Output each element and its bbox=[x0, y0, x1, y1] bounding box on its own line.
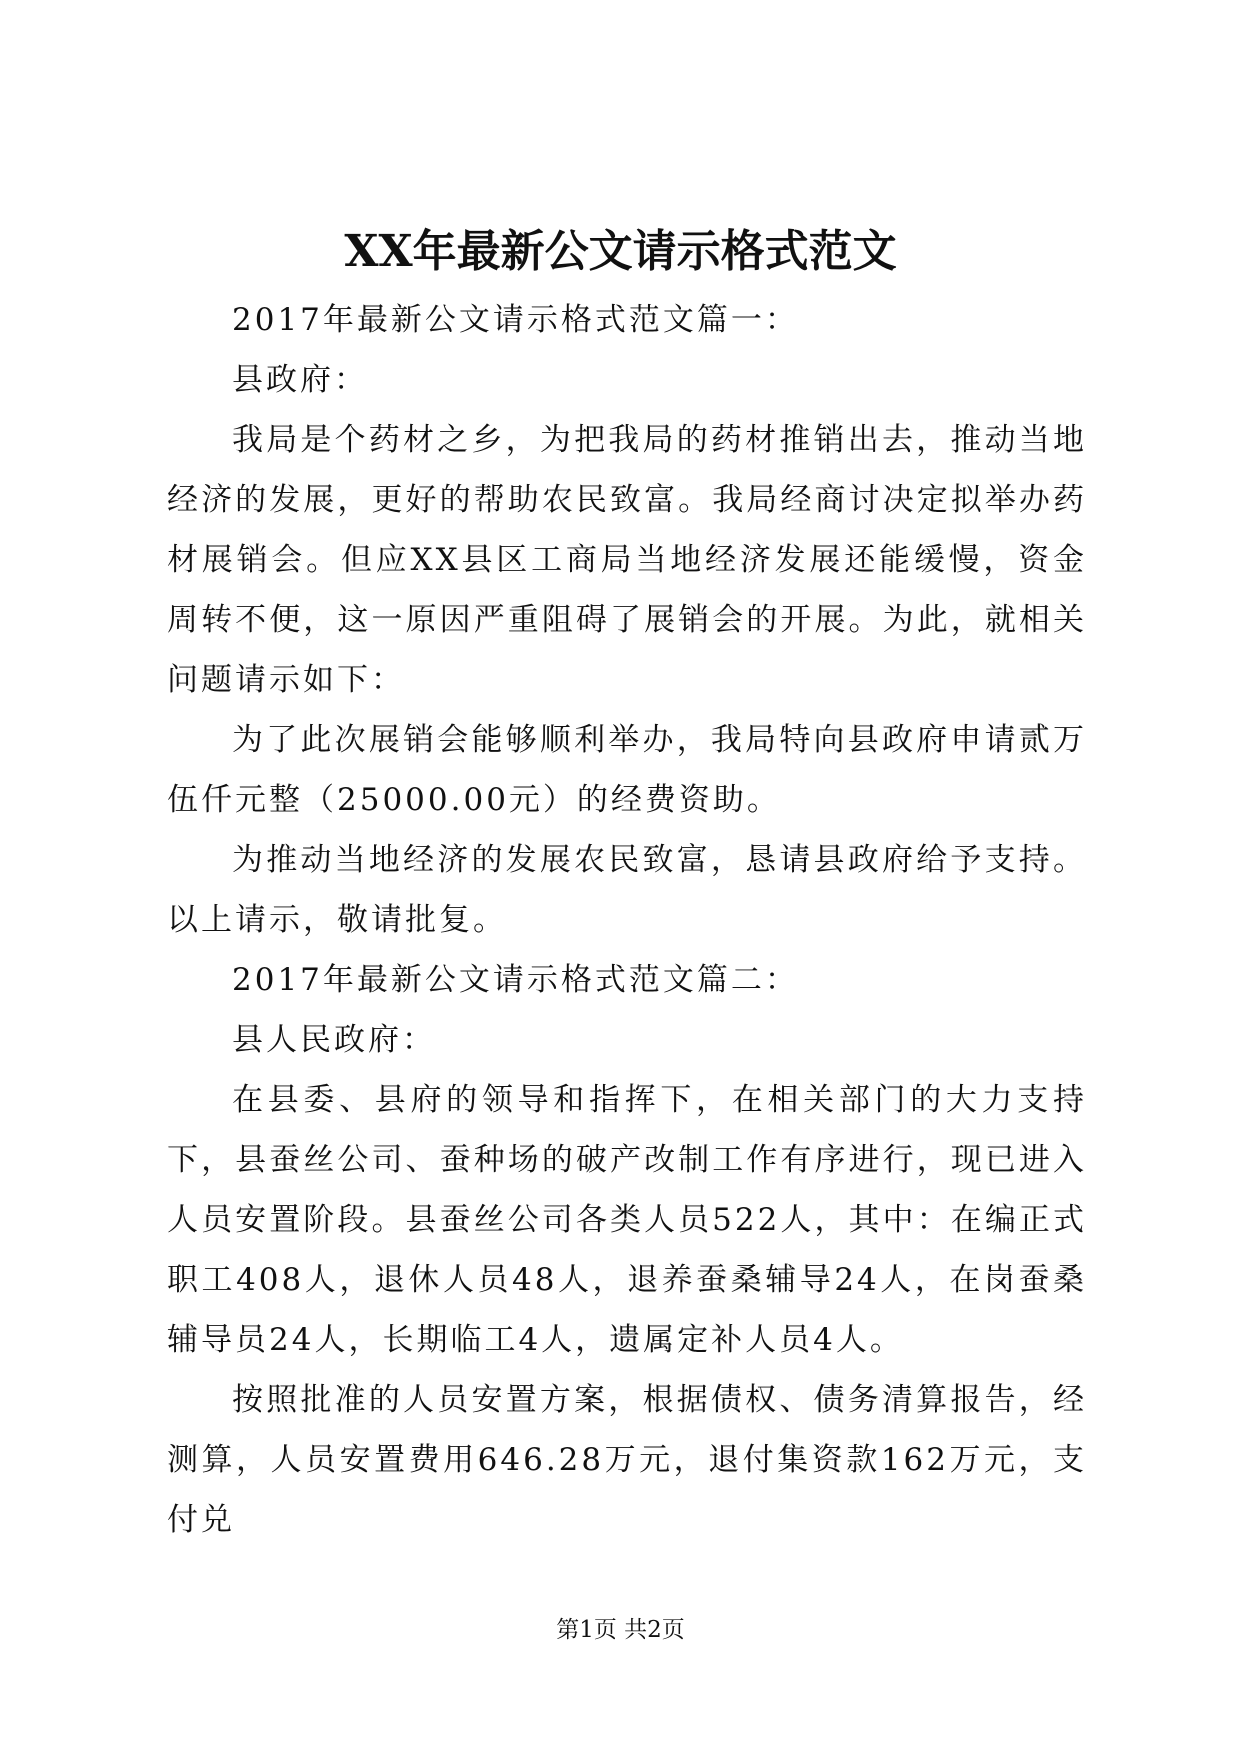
page-title: XX年最新公文请示格式范文 bbox=[344, 226, 897, 277]
section-heading-1: 2017年最新公文请示格式范文篇一： bbox=[232, 302, 799, 338]
addressee-1: 县政府： bbox=[232, 362, 368, 398]
paragraph: 为推动当地经济的发展农民致富，恳请县政府给予支持。以上请示，敬请批复。 bbox=[167, 842, 1087, 938]
paragraph: 为了此次展销会能够顺利举办，我局特向县政府申请贰万伍仟元整（25000.00元）的经费资助。 bbox=[167, 722, 1087, 818]
document-body bbox=[167, 290, 1087, 1550]
paragraph: 我局是个药材之乡，为把我局的药材推销出去，推动当地经济的发展，更好的帮助农民致富。我局经商讨决定拟举办药材展销会。但应XX县区工商局当地经济发展还能缓慢，资金周转不便，这一原因严重阻碍了展销会的开展。为此，就相关问题请示如下： bbox=[167, 422, 1087, 698]
page-footer: 第1页 共2页 bbox=[556, 1617, 685, 1643]
section-heading-2: 2017年最新公文请示格式范文篇二： bbox=[232, 962, 799, 998]
paragraph: 按照批准的人员安置方案，根据债权、债务清算报告，经测算，人员安置费用646.28万元，退付集资款162万元，支付兑 bbox=[167, 1382, 1087, 1538]
paragraph: 在县委、县府的领导和指挥下，在相关部门的大力支持下，县蚕丝公司、蚕种场的破产改制工作有序进行，现已进入人员安置阶段。县蚕丝公司各类人员522人，其中：在编正式职工408人，退休人员48人，退养蚕桑辅导24人，在岗蚕桑辅导员24人，长期临工4人，遗属定补人员4人。 bbox=[167, 1082, 1087, 1358]
addressee-2: 县人民政府： bbox=[232, 1022, 436, 1058]
